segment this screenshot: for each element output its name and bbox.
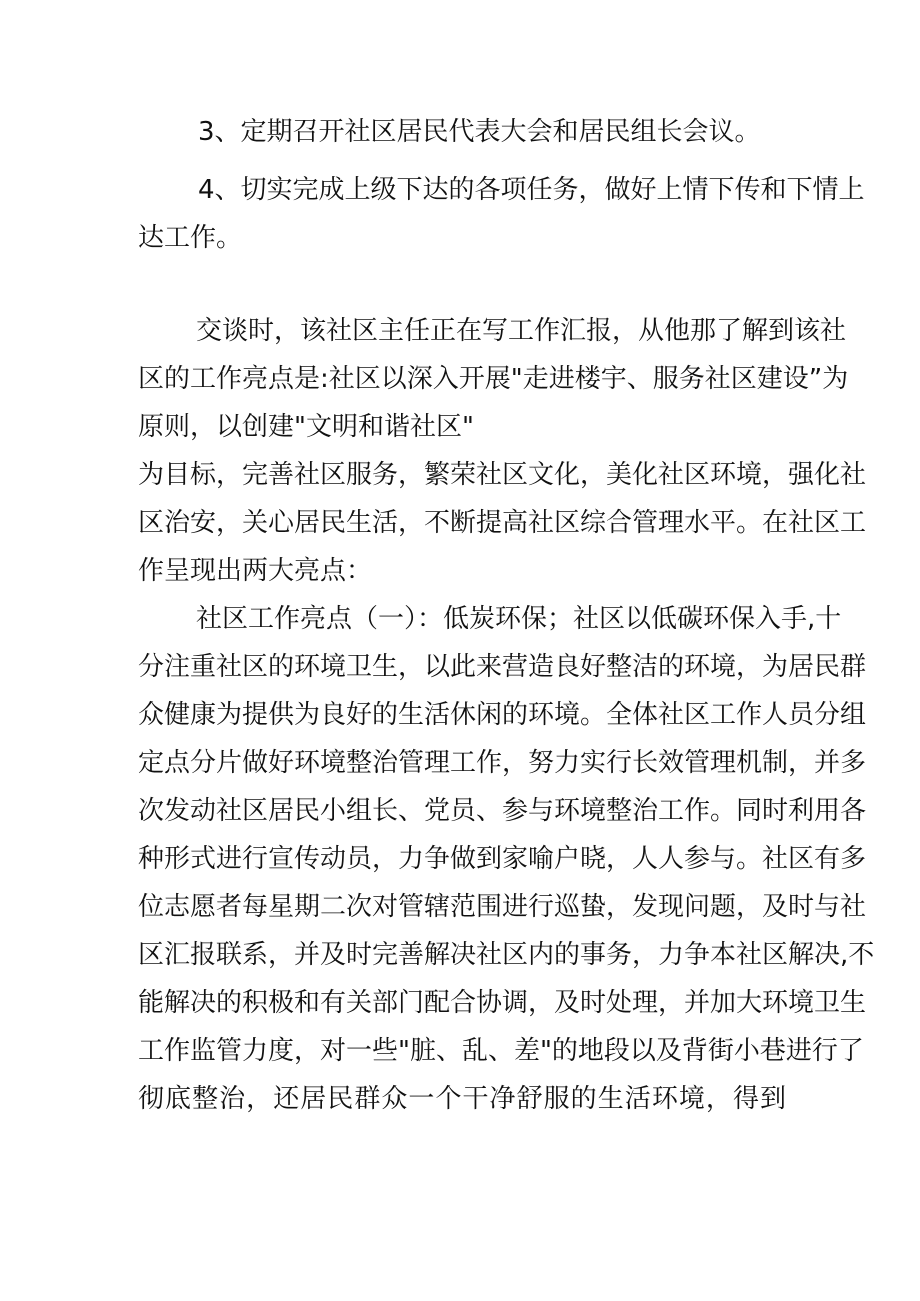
text-line: 能解决的积极和有关部门配合协调，及时处理，并加大环境卫生 xyxy=(138,988,867,1018)
paragraph-intro xyxy=(138,307,867,595)
text-line: 区治安，关心居民生活，不断提高社区综合管理水平。在社区工 xyxy=(138,508,867,538)
text-line: 众健康为提供为良好的生活休闲的环境。全体社区工作人员分组 xyxy=(138,700,867,730)
text-line: 定点分片做好环境整治管理工作，努力实行长效管理机制，并多 xyxy=(138,748,867,778)
text-line: 区汇报联系，并及时完善解决社区内的事务，力争本社区解决,不 xyxy=(138,940,875,970)
text-line: 原则，以创建"文明和谐社区" xyxy=(138,412,474,442)
paragraph-highlight-1 xyxy=(138,595,875,1123)
text-line: 交谈时，该社区主任正在写工作汇报，从他那了解到该社 xyxy=(196,316,847,346)
text-line: 为目标，完善社区服务，繁荣社区文化，美化社区环境，强化社 xyxy=(138,460,867,490)
text-line: 3、定期召开社区居民代表大会和居民组长会议。 xyxy=(198,117,761,147)
text-line: 达工作。 xyxy=(138,223,243,253)
text-line: 工作监管力度，对一些"脏、乱、差"的地段以及背街小巷进行了 xyxy=(138,1036,864,1066)
text-line: 区的工作亮点是:社区以深入开展"走进楼宇、服务社区建设”为 xyxy=(138,364,849,394)
paragraph-item-4 xyxy=(138,166,865,262)
paragraph-item-3 xyxy=(138,108,786,156)
text-line: 社区工作亮点（一）：低炭环保；社区以低碳环保入手,十 xyxy=(196,604,842,634)
text-line: 分注重社区的环境卫生，以此来营造良好整洁的环境，为居民群 xyxy=(138,652,867,682)
text-line: 次发动社区居民小组长、党员、参与环境整治工作。同时利用各 xyxy=(138,796,867,826)
text-line: 位志愿者每星期二次对管辖范围进行巡蛰，发现问题，及时与社 xyxy=(138,892,867,922)
text-line: 作呈现出两大亮点： xyxy=(138,556,373,586)
text-line: 彻底整治，还居民群众一个干净舒服的生活环境，得到 xyxy=(138,1084,786,1114)
text-line: 种形式进行宣传动员，力争做到家喻户晓，人人参与。社区有多 xyxy=(138,844,867,874)
text-line: 4、切实完成上级下达的各项任务，做好上情下传和下情上 xyxy=(198,175,865,205)
